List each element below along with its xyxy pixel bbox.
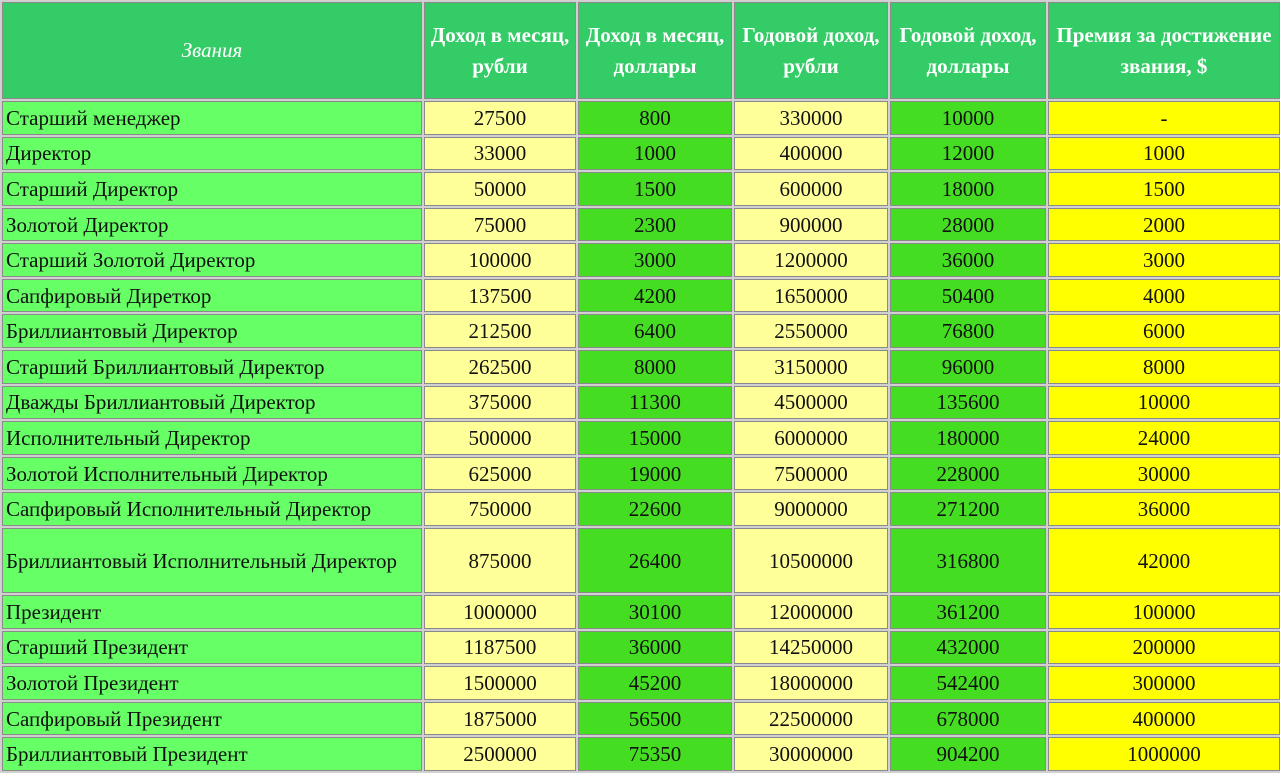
- cell-monthly-usd: 4200: [578, 279, 732, 313]
- cell-rank: Старший Президент: [2, 631, 422, 665]
- cell-annual-rub: 12000000: [734, 595, 888, 629]
- cell-bonus: 200000: [1048, 631, 1280, 665]
- cell-annual-rub: 6000000: [734, 421, 888, 455]
- cell-annual-usd: 180000: [890, 421, 1046, 455]
- table-row: [2, 595, 1280, 629]
- cell-bonus: 400000: [1048, 702, 1280, 736]
- cell-bonus: 10000: [1048, 386, 1280, 420]
- cell-annual-usd: 271200: [890, 492, 1046, 526]
- cell-monthly-rub: 375000: [424, 386, 576, 420]
- table-row: [2, 666, 1280, 700]
- table-row: [2, 137, 1280, 171]
- cell-monthly-rub: 625000: [424, 457, 576, 491]
- cell-annual-rub: 9000000: [734, 492, 888, 526]
- cell-monthly-usd: 56500: [578, 702, 732, 736]
- cell-annual-rub: 18000000: [734, 666, 888, 700]
- cell-monthly-usd: 1000: [578, 137, 732, 171]
- cell-annual-usd: 678000: [890, 702, 1046, 736]
- cell-monthly-rub: 500000: [424, 421, 576, 455]
- cell-bonus: 1000000: [1048, 737, 1280, 771]
- cell-monthly-usd: 800: [578, 101, 732, 135]
- cell-bonus: 300000: [1048, 666, 1280, 700]
- cell-monthly-usd: 26400: [578, 528, 732, 593]
- header-annual-usd: Годовой доход, доллары: [890, 2, 1046, 99]
- cell-annual-usd: 36000: [890, 243, 1046, 277]
- cell-bonus: 100000: [1048, 595, 1280, 629]
- cell-monthly-rub: 27500: [424, 101, 576, 135]
- header-monthly-usd: Доход в месяц, доллары: [578, 2, 732, 99]
- cell-bonus: 36000: [1048, 492, 1280, 526]
- cell-monthly-rub: 1187500: [424, 631, 576, 665]
- cell-rank: Директор: [2, 137, 422, 171]
- cell-rank: Исполнительный Директор: [2, 421, 422, 455]
- cell-monthly-rub: 1000000: [424, 595, 576, 629]
- cell-annual-usd: 542400: [890, 666, 1046, 700]
- cell-monthly-usd: 36000: [578, 631, 732, 665]
- cell-annual-rub: 330000: [734, 101, 888, 135]
- cell-annual-rub: 400000: [734, 137, 888, 171]
- table-row: [2, 702, 1280, 736]
- cell-annual-rub: 600000: [734, 172, 888, 206]
- cell-rank: Старший Бриллиантовый Директор: [2, 350, 422, 384]
- cell-annual-usd: 50400: [890, 279, 1046, 313]
- cell-rank: Старший Золотой Директор: [2, 243, 422, 277]
- cell-monthly-usd: 2300: [578, 208, 732, 242]
- header-rank: Звания: [2, 2, 422, 99]
- cell-rank: Дважды Бриллиантовый Директор: [2, 386, 422, 420]
- cell-monthly-rub: 33000: [424, 137, 576, 171]
- cell-annual-rub: 14250000: [734, 631, 888, 665]
- cell-monthly-usd: 8000: [578, 350, 732, 384]
- cell-monthly-rub: 100000: [424, 243, 576, 277]
- table-row: [2, 314, 1280, 348]
- table-row: [2, 737, 1280, 771]
- cell-annual-rub: 3150000: [734, 350, 888, 384]
- cell-annual-usd: 96000: [890, 350, 1046, 384]
- table-row: [2, 350, 1280, 384]
- table-row: [2, 279, 1280, 313]
- cell-monthly-rub: 137500: [424, 279, 576, 313]
- cell-annual-usd: 135600: [890, 386, 1046, 420]
- cell-annual-usd: 904200: [890, 737, 1046, 771]
- cell-monthly-usd: 3000: [578, 243, 732, 277]
- cell-monthly-usd: 22600: [578, 492, 732, 526]
- cell-annual-rub: 2550000: [734, 314, 888, 348]
- cell-rank: Сапфировый Исполнительный Директор: [2, 492, 422, 526]
- cell-annual-usd: 12000: [890, 137, 1046, 171]
- cell-monthly-usd: 6400: [578, 314, 732, 348]
- cell-annual-rub: 1200000: [734, 243, 888, 277]
- table-body: [2, 101, 1280, 771]
- cell-annual-usd: 228000: [890, 457, 1046, 491]
- cell-monthly-usd: 11300: [578, 386, 732, 420]
- cell-monthly-rub: 262500: [424, 350, 576, 384]
- cell-annual-usd: 432000: [890, 631, 1046, 665]
- cell-bonus: 1500: [1048, 172, 1280, 206]
- cell-bonus: 6000: [1048, 314, 1280, 348]
- cell-monthly-usd: 15000: [578, 421, 732, 455]
- cell-annual-usd: 316800: [890, 528, 1046, 593]
- cell-bonus: 30000: [1048, 457, 1280, 491]
- cell-annual-usd: 28000: [890, 208, 1046, 242]
- cell-annual-rub: 22500000: [734, 702, 888, 736]
- cell-annual-usd: 18000: [890, 172, 1046, 206]
- cell-rank: Бриллиантовый Исполнительный Директор: [2, 528, 422, 593]
- cell-monthly-rub: 2500000: [424, 737, 576, 771]
- cell-monthly-rub: 1875000: [424, 702, 576, 736]
- table-row: [2, 243, 1280, 277]
- cell-monthly-rub: 1500000: [424, 666, 576, 700]
- cell-monthly-usd: 45200: [578, 666, 732, 700]
- cell-rank: Бриллиантовый Директор: [2, 314, 422, 348]
- header-monthly-rub: Доход в месяц, рубли: [424, 2, 576, 99]
- table-row: [2, 172, 1280, 206]
- table-row: [2, 492, 1280, 526]
- cell-bonus: 8000: [1048, 350, 1280, 384]
- cell-rank: Бриллиантовый Президент: [2, 737, 422, 771]
- table-row: [2, 386, 1280, 420]
- cell-rank: Сапфировый Диреткор: [2, 279, 422, 313]
- cell-annual-rub: 7500000: [734, 457, 888, 491]
- cell-monthly-rub: 750000: [424, 492, 576, 526]
- cell-annual-rub: 30000000: [734, 737, 888, 771]
- cell-annual-usd: 76800: [890, 314, 1046, 348]
- table-row: [2, 421, 1280, 455]
- cell-monthly-usd: 30100: [578, 595, 732, 629]
- cell-rank: Золотой Директор: [2, 208, 422, 242]
- cell-annual-usd: 361200: [890, 595, 1046, 629]
- cell-monthly-usd: 19000: [578, 457, 732, 491]
- table-row: [2, 528, 1280, 593]
- cell-bonus: 2000: [1048, 208, 1280, 242]
- cell-rank: Старший Директор: [2, 172, 422, 206]
- cell-annual-rub: 4500000: [734, 386, 888, 420]
- table-row: [2, 101, 1280, 135]
- cell-rank: Старший менеджер: [2, 101, 422, 135]
- cell-rank: Сапфировый Президент: [2, 702, 422, 736]
- cell-rank: Президент: [2, 595, 422, 629]
- cell-bonus: -: [1048, 101, 1280, 135]
- table-row: [2, 208, 1280, 242]
- table-row: [2, 631, 1280, 665]
- cell-rank: Золотой Исполнительный Директор: [2, 457, 422, 491]
- header-annual-rub: Годовой доход, рубли: [734, 2, 888, 99]
- cell-rank: Золотой Президент: [2, 666, 422, 700]
- table-header: [2, 2, 1280, 99]
- cell-bonus: 4000: [1048, 279, 1280, 313]
- cell-bonus: 1000: [1048, 137, 1280, 171]
- cell-monthly-rub: 875000: [424, 528, 576, 593]
- cell-monthly-usd: 75350: [578, 737, 732, 771]
- cell-bonus: 3000: [1048, 243, 1280, 277]
- header-row: [2, 2, 1280, 99]
- cell-monthly-usd: 1500: [578, 172, 732, 206]
- cell-bonus: 24000: [1048, 421, 1280, 455]
- cell-annual-usd: 10000: [890, 101, 1046, 135]
- cell-annual-rub: 900000: [734, 208, 888, 242]
- cell-monthly-rub: 212500: [424, 314, 576, 348]
- table-row: [2, 457, 1280, 491]
- header-bonus: Премия за достижение звания, $: [1048, 2, 1280, 99]
- cell-monthly-rub: 75000: [424, 208, 576, 242]
- cell-annual-rub: 10500000: [734, 528, 888, 593]
- cell-annual-rub: 1650000: [734, 279, 888, 313]
- cell-monthly-rub: 50000: [424, 172, 576, 206]
- cell-bonus: 42000: [1048, 528, 1280, 593]
